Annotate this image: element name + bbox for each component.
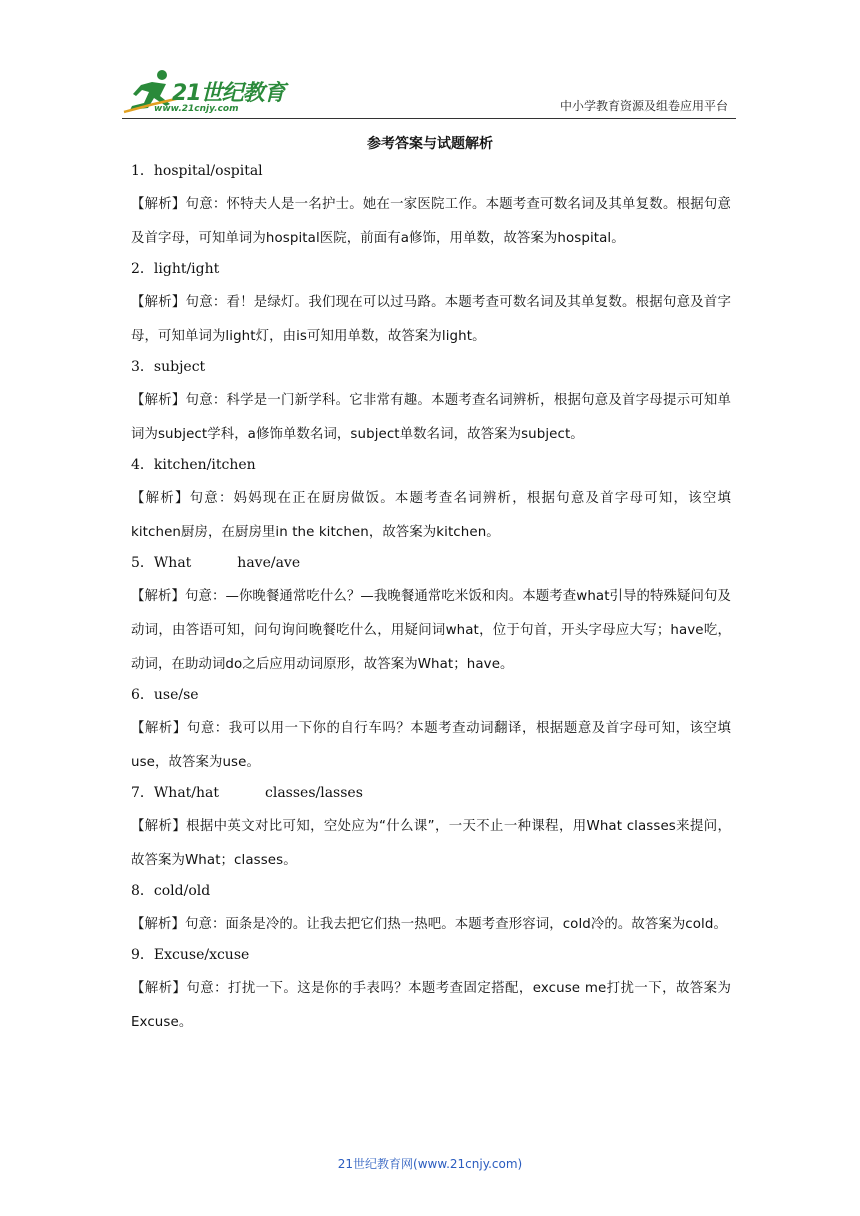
question-item: [131, 552, 731, 682]
answer-heading: 3．subject: [131, 359, 206, 375]
header-divider: [122, 118, 736, 119]
question-item: [131, 356, 731, 452]
answer-heading: 1．hospital/ospital: [131, 163, 263, 179]
answer-analysis: 【解析】句意：我可以用一下你的自行车吗？本题考查动词翻译，根据题意及首字母可知，该空填use，故答案为use。: [131, 721, 731, 770]
footer-link[interactable]: 21世纪教育网(www.21cnjy.com): [337, 1157, 523, 1171]
answer-analysis: 【解析】句意：看！是绿灯。我们现在可以过马路。本题考查可数名词及其单复数。根据句意及首字母，可知单词为light灯，由is可知用单数，故答案为light。: [131, 295, 731, 344]
logo-url: www.21cnjy.com: [154, 104, 239, 114]
answer-list: [131, 160, 731, 1042]
answer-heading: 7．What/hat classes/lasses: [131, 785, 363, 801]
question-item: [131, 454, 731, 550]
question-item: [131, 880, 731, 942]
question-item: [131, 782, 731, 878]
answer-heading: 8．cold/old: [131, 883, 211, 899]
answer-heading: 9．Excuse/xcuse: [131, 947, 250, 963]
answer-analysis: 【解析】句意：—你晚餐通常吃什么？—我晚餐通常吃米饭和肉。本题考查what引导的特殊疑问句及动词，由答语可知，问句询问晚餐吃什么，用疑问词what，位于句首，开头字母应大写；have吃，动词，在助动词do之后应用动词原形，故答案为What；have。: [131, 589, 731, 672]
page-title: 参考答案与试题解析: [367, 136, 493, 152]
answer-analysis: 【解析】句意：打扰一下。这是你的手表吗？本题考查固定搭配，excuse me打扰一下，故答案为Excuse。: [131, 981, 731, 1030]
answer-analysis: 【解析】句意：科学是一门新学科。它非常有趣。本题考查名词辨析，根据句意及首字母提示可知单词为subject学科，a修饰单数名词，subject单数名词，故答案为subject。: [131, 393, 731, 442]
answer-heading: 2．light/ight: [131, 261, 220, 277]
logo-text: 21世纪教育: [172, 81, 285, 106]
logo: [122, 68, 292, 116]
answer-analysis: 【解析】句意：怀特夫人是一名护士。她在一家医院工作。本题考查可数名词及其单复数。根据句意及首字母，可知单词为hospital医院，前面有a修饰，用单数，故答案为hospital。: [131, 197, 731, 246]
answer-heading: 4．kitchen/itchen: [131, 457, 256, 473]
answer-analysis: 【解析】句意：面条是冷的。让我去把它们热一热吧。本题考查形容词，cold冷的。故答案为cold。: [131, 917, 727, 932]
answer-analysis: 【解析】句意：妈妈现在正在厨房做饭。本题考查名词辨析，根据句意及首字母可知，该空填kitchen厨房，在厨房里in the kitchen，故答案为kitchen。: [131, 491, 731, 540]
answer-heading: 5．What have/ave: [131, 555, 301, 571]
question-item: [131, 684, 731, 780]
header-tagline: 中小学教育资源及组卷应用平台: [559, 99, 728, 113]
answer-heading: 6．use/se: [131, 687, 199, 703]
answer-analysis: 【解析】根据中英文对比可知，空处应为“什么课”，一天不止一种课程，用What classes来提问，故答案为What；classes。: [131, 819, 731, 868]
question-item: [131, 160, 731, 256]
question-item: [131, 258, 731, 354]
question-item: [131, 944, 731, 1040]
